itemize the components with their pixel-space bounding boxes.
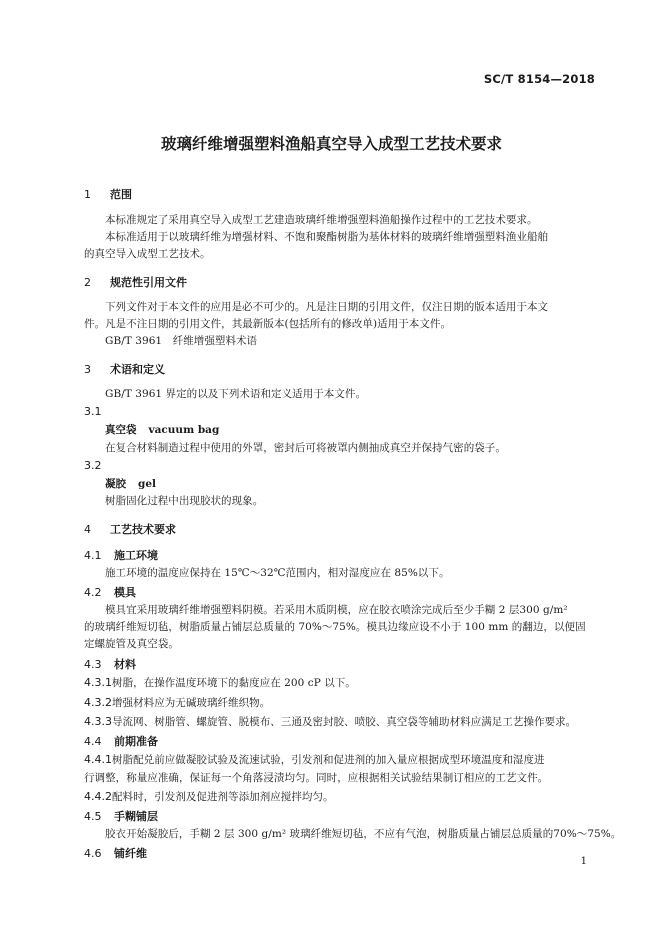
clause-text: 导流网、树脂管、螺旋管、脱模布、三通及密封胶、喷胶、真空袋等辅助材料应满足工艺操作要求。 <box>112 716 577 728</box>
term-number: 3.2 <box>84 459 102 472</box>
page-number: 1 <box>580 856 587 867</box>
paragraph-line: 施工环境的温度应保持在 15℃～32℃范围内，相对湿度应在 85%以下。 <box>105 567 450 579</box>
subsection-4-3-heading <box>84 656 136 672</box>
section-2-heading <box>84 274 187 290</box>
clause-4-3-2 <box>84 695 270 710</box>
clause-text: 树脂配兑前应做凝胶试验及流速试验，引发剂和促进剂的加入量应根据成型环境温度和湿度进 <box>112 754 545 766</box>
clause-4-3-3 <box>84 714 576 729</box>
paragraph-line: 行调整，称量应准确，保证每一个角落浸渍均匀。同时，应根据相关试验结果制订相应的工艺文件。 <box>84 772 549 784</box>
term-number: 3.1 <box>84 405 102 418</box>
section-title: 术语和定义 <box>110 363 165 376</box>
term-definition: 在复合材料制造过程中使用的外罩，密封后可将被罩内侧抽成真空并保持气密的袋子。 <box>105 442 506 454</box>
section-number: 2 <box>84 276 91 289</box>
section-title: 工艺技术要求 <box>110 523 176 536</box>
clause-text: 树脂，在操作温度环境下的黏度应在 200 cP 以下。 <box>112 677 356 689</box>
subsection-title: 铺纤维 <box>114 847 147 860</box>
section-1-heading <box>84 186 132 202</box>
term-zh: 真空袋 <box>105 424 137 436</box>
clause-number: 4.3.3 <box>84 715 112 728</box>
section-4-heading <box>84 521 176 537</box>
paragraph-line: 下列文件对于本文件的应用是必不可少的。凡是注日期的引用文件，仅注日期的版本适用于本文 <box>105 301 549 313</box>
subsection-title: 手糊铺层 <box>114 810 158 823</box>
paragraph-line: 的玻璃纤维短切毡，树脂质量占铺层总质量的 70%～75%。模具边缘应设不小于 100 mm 的翻边，以便固 <box>84 621 586 633</box>
clause-number: 4.3.1 <box>84 676 112 689</box>
subsection-4-5-heading <box>84 808 158 824</box>
clause-4-3-1 <box>84 675 356 690</box>
paragraph-line: 本标准规定了采用真空导入成型工艺建造玻璃纤维增强塑料渔船操作过程中的工艺技术要求。 <box>105 214 538 226</box>
clause-4-4-1 <box>84 752 545 767</box>
reference-item: GB/T 3961 纤维增强塑料术语 <box>105 335 258 347</box>
paragraph-line: 胶衣开始凝胶后，手糊 2 层 300 g/m² 玻璃纤维短切毡，不应有气泡，树脂质量占铺层总质量的70%～75%。 <box>105 828 622 840</box>
subsection-4-2-heading <box>84 584 136 600</box>
standard-code: SC/T 8154—2018 <box>483 72 595 86</box>
paragraph-line: 模具宜采用玻璃纤维增强塑料阴模。若采用木质阴模，应在胶衣喷涂完成后至少手糊 2 层300 g/m² <box>105 604 568 616</box>
subsection-4-4-heading <box>84 733 158 749</box>
paragraph-line: 的真空导入成型工艺技术。 <box>84 248 211 260</box>
subsection-4-1-heading <box>84 547 158 563</box>
term-heading <box>105 476 156 491</box>
clause-text: 配料时，引发剂及促进剂等添加剂应搅拌均匀。 <box>112 791 334 803</box>
term-heading <box>105 422 219 437</box>
clause-text: 增强材料应为无碱玻璃纤维织物。 <box>112 697 271 709</box>
section-3-heading <box>84 361 165 377</box>
subsection-number: 4.2 <box>84 586 102 599</box>
subsection-title: 材料 <box>114 658 136 671</box>
subsection-number: 4.5 <box>84 810 102 823</box>
section-number: 4 <box>84 523 91 536</box>
paragraph-line: GB/T 3961 界定的以及下列术语和定义适用于本文件。 <box>105 388 366 400</box>
paragraph-line: 定螺旋管及真空袋。 <box>84 638 179 650</box>
term-zh: 凝胶 <box>105 478 126 490</box>
term-en: gel <box>138 478 157 490</box>
clause-number: 4.4.1 <box>84 753 112 766</box>
clause-4-4-2 <box>84 789 334 804</box>
subsection-title: 前期准备 <box>114 735 158 748</box>
term-definition: 树脂固化过程中出现胶状的现象。 <box>105 495 264 507</box>
subsection-title: 模具 <box>114 586 136 599</box>
term-en: vacuum bag <box>148 424 220 436</box>
section-title: 规范性引用文件 <box>110 276 187 289</box>
section-number: 3 <box>84 363 91 376</box>
subsection-number: 4.3 <box>84 658 102 671</box>
section-title: 范围 <box>110 188 132 201</box>
document-title: 玻璃纤维增强塑料渔船真空导入成型工艺技术要求 <box>160 135 502 153</box>
paragraph-line: 件。凡是不注日期的引用文件，其最新版本(包括所有的修改单)适用于本文件。 <box>84 318 451 330</box>
paragraph-line: 本标准适用于以玻璃纤维为增强材料、不饱和聚酯树脂为基体材料的玻璃纤维增强塑料渔业船舶 <box>105 231 549 243</box>
clause-number: 4.3.2 <box>84 696 112 709</box>
subsection-number: 4.6 <box>84 847 102 860</box>
clause-number: 4.4.2 <box>84 790 112 803</box>
section-number: 1 <box>84 188 91 201</box>
subsection-4-6-heading <box>84 845 147 861</box>
subsection-number: 4.4 <box>84 735 102 748</box>
subsection-title: 施工环境 <box>114 549 158 562</box>
subsection-number: 4.1 <box>84 549 102 562</box>
